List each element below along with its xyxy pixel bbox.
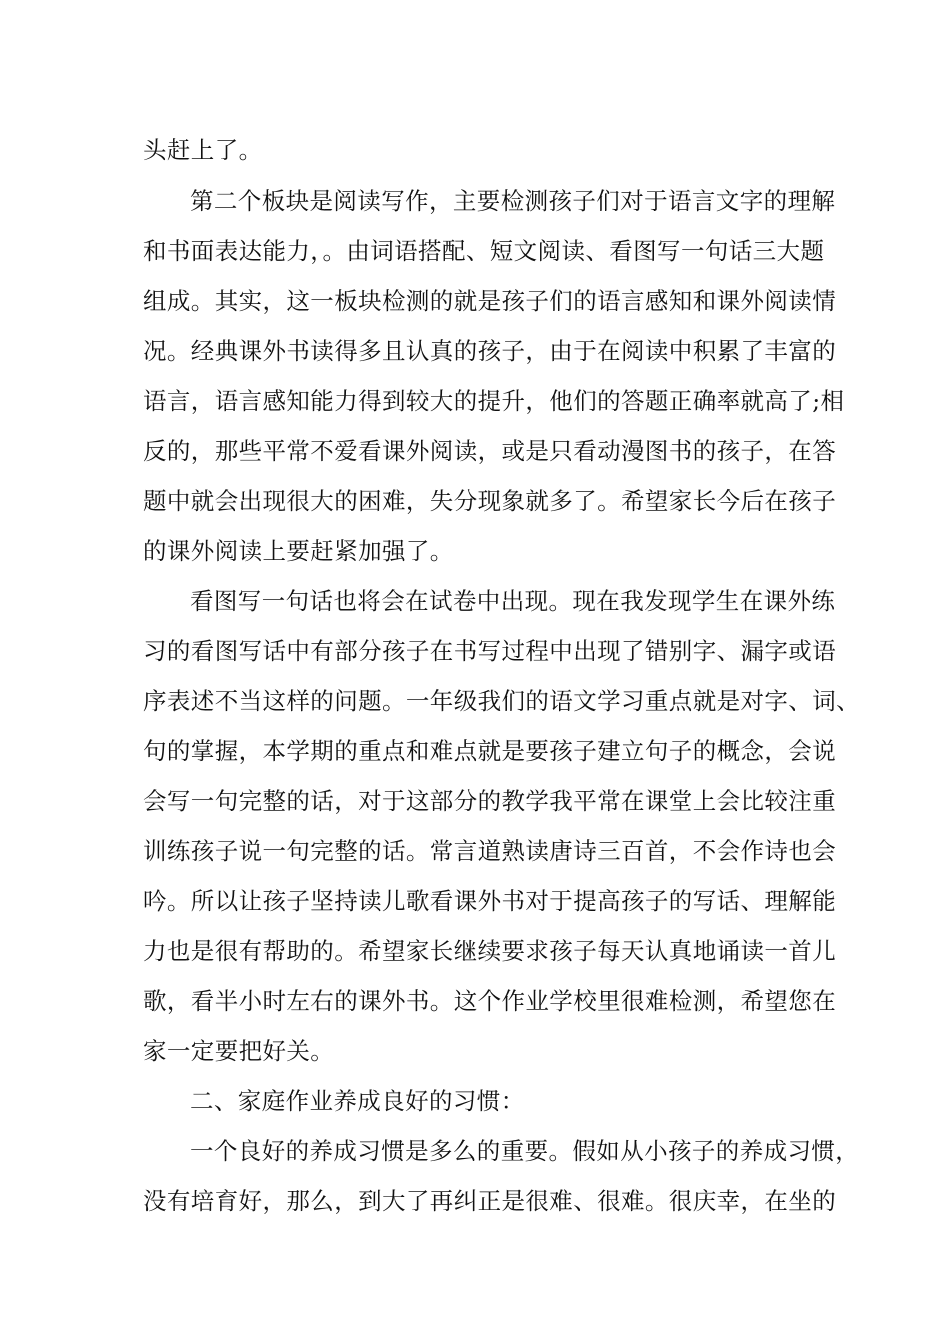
- text-line: 序表述不当这样的问题。一年级我们的语文学习重点就是对字、词、: [143, 687, 860, 715]
- paragraph-start: 看图写一句话也将会在试卷中出现。现在我发现学生在课外练: [190, 587, 836, 615]
- section-heading: 二、家庭作业养成良好的习惯：: [190, 1087, 525, 1115]
- text-line: 没有培育好，那么，到大了再纠正是很难、很难。很庆幸，在坐的: [143, 1187, 837, 1215]
- paragraph-start: 一个良好的养成习惯是多么的重要。假如从小孩子的养成习惯，: [190, 1137, 860, 1165]
- text-line: 家一定要把好关。: [143, 1037, 335, 1065]
- text-line: 歌，看半小时左右的课外书。这个作业学校里很难检测，希望您在: [143, 987, 837, 1015]
- text-line: 反的，那些平常不爱看课外阅读，或是只看动漫图书的孩子，在答: [143, 437, 837, 465]
- text-line: 况。经典课外书读得多且认真的孩子，由于在阅读中积累了丰富的: [143, 337, 837, 365]
- text-line: 的课外阅读上要赶紧加强了。: [143, 537, 454, 565]
- text-line: 吟。所以让孩子坚持读儿歌看课外书对于提高孩子的写话、理解能: [143, 887, 837, 915]
- text-line: 头赶上了。: [143, 136, 263, 164]
- text-line: 会写一句完整的话，对于这部分的教学我平常在课堂上会比较注重: [143, 787, 837, 815]
- text-line: 和书面表达能力，。由词语搭配、短文阅读、看图写一句话三大题: [143, 237, 825, 265]
- text-line: 训练孩子说一句完整的话。常言道熟读唐诗三百首，不会作诗也会: [143, 837, 837, 865]
- text-line: 组成。其实，这一板块检测的就是孩子们的语言感知和课外阅读情: [143, 287, 837, 315]
- text-line: 题中就会出现很大的困难，失分现象就多了。希望家长今后在孩子: [143, 487, 837, 515]
- paragraph-start: 第二个板块是阅读写作，主要检测孩子们对于语言文字的理解: [190, 187, 836, 215]
- text-line: 习的看图写话中有部分孩子在书写过程中出现了错别字、漏字或语: [143, 637, 837, 665]
- text-line: 语言，语言感知能力得到较大的提升，他们的答题正确率就高了;相: [143, 387, 845, 415]
- text-line: 力也是很有帮助的。希望家长继续要求孩子每天认真地诵读一首儿: [143, 937, 837, 965]
- text-line: 句的掌握，本学期的重点和难点就是要孩子建立句子的概念，会说: [143, 737, 837, 765]
